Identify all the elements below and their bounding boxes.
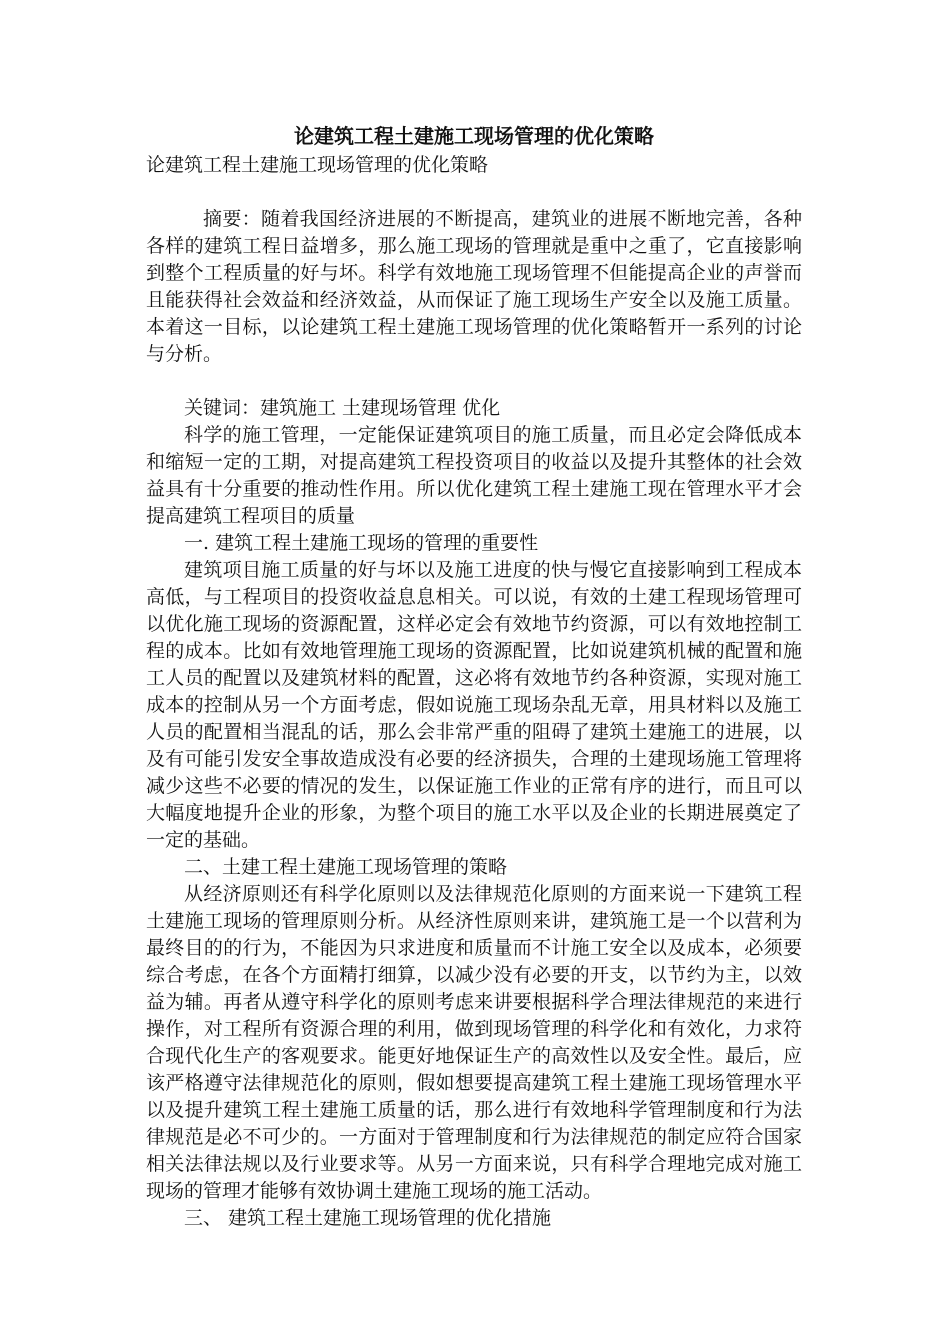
blank-line <box>146 179 802 206</box>
blank-line <box>146 368 802 395</box>
document-subtitle: 论建筑工程土建施工现场管理的优化策略 <box>146 154 489 176</box>
section-1-heading: 一. 建筑工程土建施工现场的管理的重要性 <box>184 532 539 554</box>
section-1-paragraph: 建筑项目施工质量的好与坏以及施工进度的快与慢它直接影响到工程成本高低，与工程项目的投资收益息息相关。可以说，有效的土建工程现场管理可以优化施工现场的资源配置，这样必定会有效地节约资源，可以有效地控制工程的成本。比如有效地管理施工现场的资源配置，比如说建筑机械的配置和施工人员的配置以及建筑材料的配置，这必将有效地节约各种资源，实现对施工成本的控制从另一个方面考虑，假如说施工现场杂乱无章，用具材料以及施工人员的配置相当混乱的话，那么会非常严重的阻碍了建筑土建施工的进展，以及有可能引发安全事故造成没有必要的经济损失，合理的土建现场施工管理将减少这些不必要的情况的发生，以保证施工作业的正常有序的进行，而且可以大幅度地提升企业的形象，为整个项目的施工水平以及企业的长期进展奠定了一定的基础。 <box>146 559 802 851</box>
section-2-paragraph: 从经济原则还有科学化原则以及法律规范化原则的方面来说一下建筑工程土建施工现场的管理原则分析。从经济性原则来讲，建筑施工是一个以营利为最终目的的行为，不能因为只求进度和质量而不计施工安全以及成本，必须要综合考虑，在各个方面精打细算，以减少没有必要的开支，以节约为主，以效益为辅。再者从遵守科学化的原则考虑来讲要根据科学合理法律规范的来进行操作，对工程所有资源合理的利用，做到现场管理的科学化和有效化，力求符合现代化生产的客观要求。能更好地保证生产的高效性以及安全性。最后，应该严格遵守法律规范化的原则，假如想要提高建筑工程土建施工现场管理水平以及提升建筑工程土建施工质量的话，那么进行有效地科学管理制度和行为法律规范是必不可少的。一方面对于管理制度和行为法律规范的制定应符合国家相关法律法规以及行业要求等。从另一方面来说，只有科学合理地完成对施工现场的管理才能够有效协调土建施工现场的施工活动。 <box>146 883 802 1202</box>
abstract-paragraph: 摘要：随着我国经济进展的不断提高，建筑业的进展不断地完善，各种各样的建筑工程日益增多，那么施工现场的管理就是重中之重了，它直接影响到整个工程质量的好与坏。科学有效地施工现场管理不但能提高企业的声誉而且能获得社会效益和经济效益，从而保证了施工现场生产安全以及施工质量。本着这一目标，以论建筑工程土建施工现场管理的优化策略暂开一系列的讨论与分析。 <box>146 208 802 365</box>
document-body <box>146 120 802 1232</box>
document-title: 论建筑工程土建施工现场管理的优化策略 <box>294 124 654 148</box>
intro-paragraph: 科学的施工管理，一定能保证建筑项目的施工质量，而且必定会降低成本和缩短一定的工期，对提高建筑工程投资项目的收益以及提升其整体的社会效益具有十分重要的推动性作用。所以优化建筑工程土建施工现在管理水平才会提高建筑工程项目的质量 <box>146 424 802 527</box>
keywords-line: 关键词：建筑施工 土建现场管理 优化 <box>184 397 501 419</box>
section-2-heading: 二、土建工程土建施工现场管理的策略 <box>184 856 508 878</box>
section-3-heading: 三、 建筑工程土建施工现场管理的优化措施 <box>184 1207 552 1229</box>
